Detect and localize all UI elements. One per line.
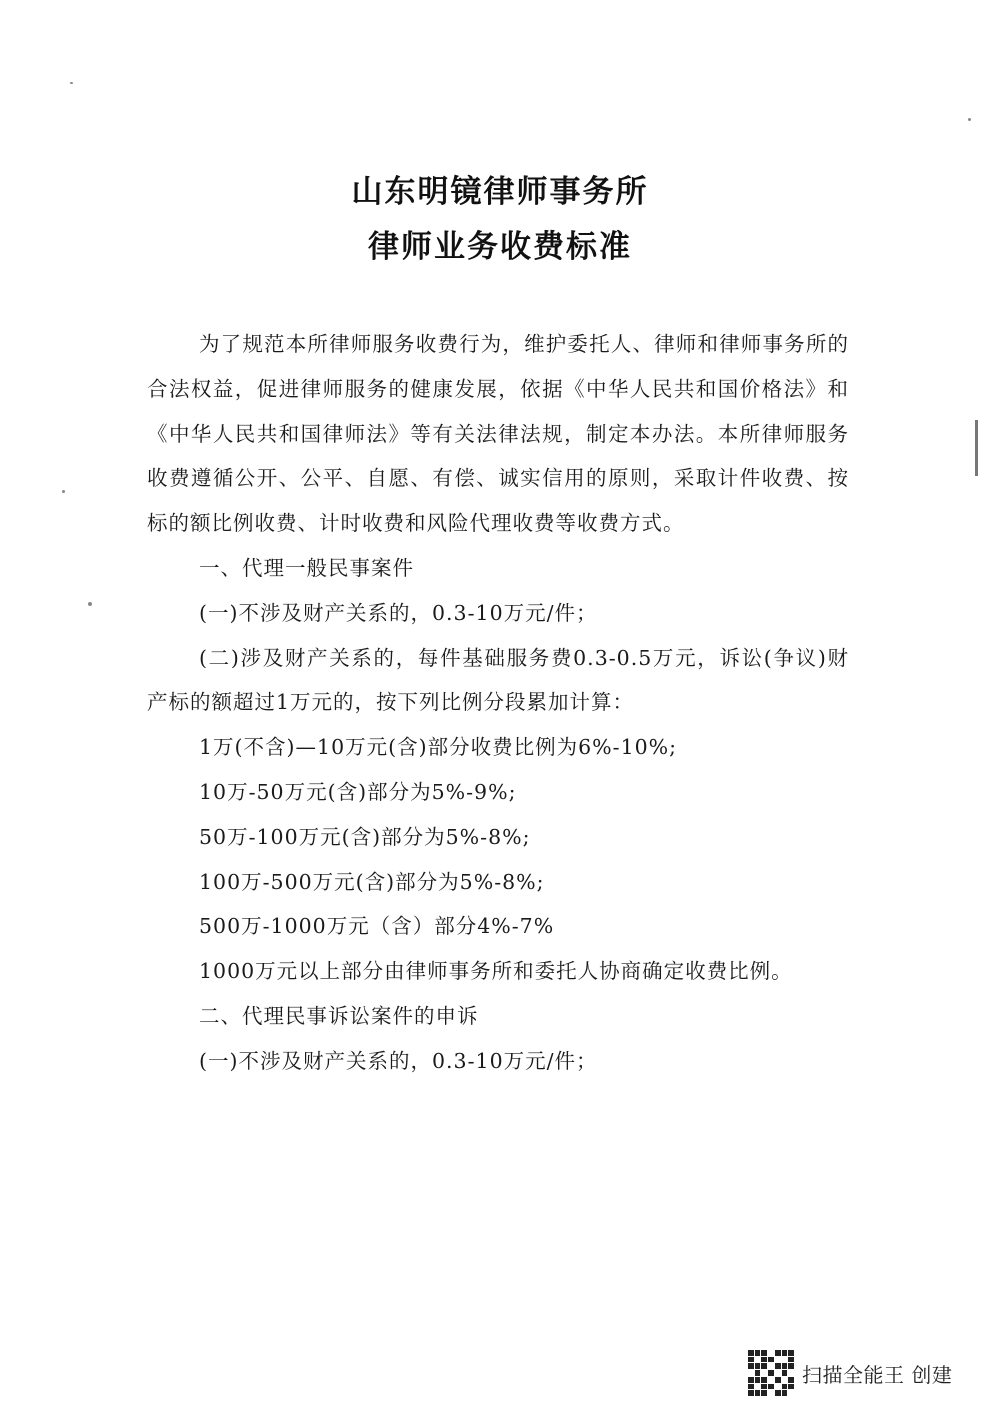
fee-tier-4: 100万-500万元(含)部分为5%-8%; — [199, 869, 545, 894]
document-title-line2: 律师业务收费标准 — [368, 229, 632, 265]
fee-tier-2: 10万-50万元(含)部分为5%-9%; — [199, 779, 517, 804]
section-heading-2: 二、代理民事诉讼案件的申诉 — [199, 1003, 479, 1028]
qr-code-icon — [748, 1350, 794, 1396]
clause-1-1: (一)不涉及财产关系的，0.3-10万元/件； — [199, 600, 598, 625]
fee-tier-1: 1万(不含)—10万元(含)部分收费比例为6%-10%; — [199, 735, 678, 760]
section-heading-1: 一、代理一般民事案件 — [199, 555, 414, 580]
fee-tier-6: 1000万元以上部分由律师事务所和委托人协商确定收费比例。 — [199, 959, 793, 984]
clause-2-1: (一)不涉及财产关系的，0.3-10万元/件； — [199, 1048, 598, 1073]
scan-edge-mark — [975, 420, 978, 476]
scan-speck — [88, 602, 92, 606]
fee-tier-5: 500万-1000万元（含）部分4%-7% — [199, 914, 555, 939]
scan-speck — [968, 118, 971, 121]
intro-paragraph: 为了规范本所律师服务收费行为，维护委托人、律师和律师事务所的合法权益，促进律师服务的健康发展，依据《中华人民共和国价格法》和《中华人民共和国律师法》等有关法律法规，制定本办法。本所律师服务收费遵循公开、公平、自愿、有偿、诚实信用的原则，采取计件收费、按标的额比例收费、计时收费和风险代理收费等收费方式。 — [147, 332, 849, 536]
scan-speck — [62, 490, 65, 493]
scanner-watermark — [748, 1348, 952, 1398]
clause-1-2: (二)涉及财产关系的，每件基础服务费0.3-0.5万元，诉讼(争议)财产标的额超过1万元的，按下列比例分段累加计算： — [147, 645, 849, 715]
fee-tier-3: 50万-100万元(含)部分为5%-8%; — [199, 824, 531, 849]
document-title-line1: 山东明镜律师事务所 — [351, 174, 649, 210]
watermark-text: 扫描全能王 创建 — [802, 1362, 953, 1387]
scan-speck — [70, 82, 73, 84]
document-body — [147, 322, 849, 1084]
